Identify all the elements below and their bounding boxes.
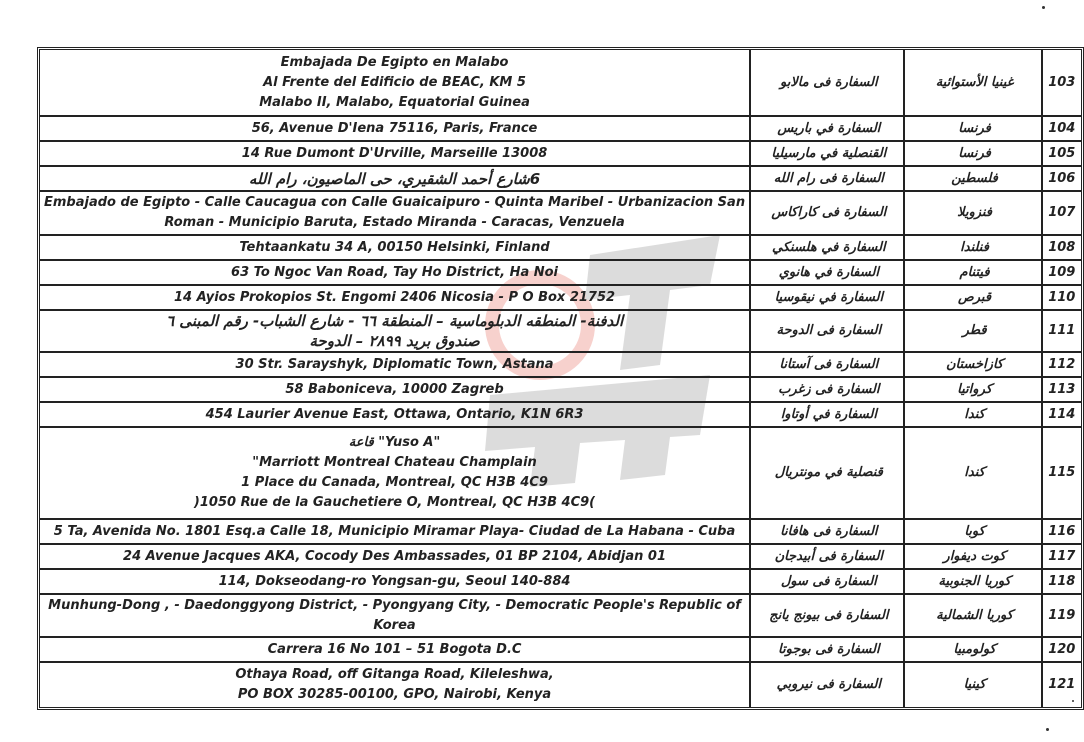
- address-cell: [40, 286, 751, 311]
- address-cell: [40, 142, 751, 167]
- mission-cell: السفارة فى زغرب: [751, 378, 904, 403]
- country-cell: كوريا الجنوبية: [905, 570, 1043, 595]
- address-line: Carrera 16 No 101 – 51 Bogota D.C: [267, 641, 522, 657]
- address-cell: [40, 570, 751, 595]
- table-row: [40, 378, 1081, 403]
- table-row: [40, 663, 1081, 707]
- table-row: [40, 595, 1081, 638]
- scan-speck: [1046, 728, 1049, 731]
- address-line: "Marriott Montreal Chateau Champlain: [252, 455, 537, 470]
- mission-cell: السفارة فى نيروبي: [751, 663, 904, 707]
- table-row: [40, 428, 1081, 520]
- row-number: 110: [1043, 286, 1081, 311]
- embassy-table: [37, 47, 1084, 710]
- row-number: 103: [1043, 50, 1081, 117]
- mission-cell: السفارة فى بيونج يانج: [751, 595, 904, 638]
- address-cell: [40, 261, 751, 286]
- country-cell: فنزويلا: [905, 192, 1043, 236]
- address-line: 114, Dokseodang-ro Yongsan-gu, Seoul 140-884: [218, 573, 571, 589]
- country-cell: فنلندا: [905, 236, 1043, 261]
- mission-cell: السفارة في هلسنكي: [751, 236, 904, 261]
- table-row: [40, 545, 1081, 570]
- table-row: [40, 353, 1081, 378]
- row-number: 108: [1043, 236, 1081, 261]
- row-number: 106: [1043, 167, 1081, 192]
- mission-cell: قنصلية في مونتريال: [751, 428, 904, 520]
- address-line: 30 Str. Sarayshyk, Diplomatic Town, Astana: [235, 356, 554, 372]
- row-number: 104: [1043, 117, 1081, 142]
- row-number: 114: [1043, 403, 1081, 428]
- mission-cell: السفارة في هانوي: [751, 261, 904, 286]
- mission-cell: السفارة فى بوجوتا: [751, 638, 904, 663]
- address-cell: [40, 117, 751, 142]
- row-number: 119: [1043, 595, 1081, 638]
- scan-speck: [1042, 6, 1045, 9]
- mission-cell: السفارة فى هافانا: [751, 520, 904, 545]
- country-cell: كوت ديفوار: [905, 545, 1043, 570]
- address-line: الدفنة- المنطقه الدبلوماسية – المنطقة ٦٦ - شارع الشباب- رقم المبنى ٦: [165, 312, 624, 330]
- address-line: 1 Place du Canada, Montreal, QC H3B 4C9: [241, 475, 548, 490]
- country-cell: فلسطين: [905, 167, 1043, 192]
- address-line: 58 Baboniceva, 10000 Zagreb: [285, 381, 504, 397]
- country-cell: كازاخستان: [905, 353, 1043, 378]
- table-row: [40, 570, 1081, 595]
- row-number: 107: [1043, 192, 1081, 236]
- mission-cell: السفارة فى مالابو: [751, 50, 904, 117]
- country-cell: كولومبيا: [905, 638, 1043, 663]
- address-line: Malabo II, Malabo, Equatorial Guinea: [259, 94, 530, 110]
- address-cell: [40, 663, 751, 707]
- row-number: 116: [1043, 520, 1081, 545]
- address-cell: [40, 236, 751, 261]
- table-row: [40, 167, 1081, 192]
- address-line: Munhung-Dong , - Daedonggyong District, - Pyongyang City, - Democratic People's Republic of: [48, 597, 741, 613]
- table-row: [40, 403, 1081, 428]
- address-cell: [40, 520, 751, 545]
- row-number: 113: [1043, 378, 1081, 403]
- country-cell: كندا: [905, 403, 1043, 428]
- country-cell: قطر: [905, 311, 1043, 353]
- address-line: Roman - Municipio Baruta, Estado Miranda - Caracas, Venzuela: [164, 215, 625, 230]
- address-line: Embajada De Egipto en Malabo: [280, 54, 509, 70]
- mission-cell: السفارة فى كاراكاس: [751, 192, 904, 236]
- mission-cell: السفارة فى سول: [751, 570, 904, 595]
- row-number: 111: [1043, 311, 1081, 353]
- mission-cell: السفارة في نيقوسيا: [751, 286, 904, 311]
- address-line: 14 Rue Dumont D'Urville, Marseille 13008: [241, 145, 548, 161]
- address-line: 56, Avenue D'Iena 75116, Paris, France: [251, 120, 538, 136]
- country-cell: كندا: [905, 428, 1043, 520]
- table-row: [40, 261, 1081, 286]
- country-cell: فرنسا: [905, 117, 1043, 142]
- mission-cell: السفارة فى الدوحة: [751, 311, 904, 353]
- address-cell: [40, 167, 751, 192]
- address-cell: [40, 545, 751, 570]
- address-line: 5 Ta, Avenida No. 1801 Esq.a Calle 18, Municipio Miramar Playa- Ciudad de La Habana - Cuba: [53, 523, 736, 539]
- mission-cell: السفارة فى أبيدجان: [751, 545, 904, 570]
- table-row: [40, 142, 1081, 167]
- address-line: 6شارع أحمد الشقيري، حى الماصيون، رام الله: [248, 169, 541, 188]
- mission-cell: السفارة في أوتاوا: [751, 403, 904, 428]
- row-number: 120: [1043, 638, 1081, 663]
- address-cell: [40, 192, 751, 236]
- country-cell: كوبا: [905, 520, 1043, 545]
- address-cell: [40, 428, 751, 520]
- address-line: 454 Laurier Avenue East, Ottawa, Ontario, K1N 6R3: [205, 406, 584, 422]
- address-cell: [40, 595, 751, 638]
- address-cell: [40, 403, 751, 428]
- address-line: 14 Ayios Prokopios St. Engomi 2406 Nicosia - P O Box 21752: [174, 289, 616, 305]
- mission-cell: السفارة في باريس: [751, 117, 904, 142]
- address-line: قاعة "Yuso A": [348, 435, 441, 450]
- address-line: Othaya Road, off Gitanga Road, Kileleshwa,: [235, 667, 554, 682]
- address-line: Tehtaankatu 34 A, 00150 Helsinki, Finland: [239, 239, 550, 255]
- country-cell: كينيا: [905, 663, 1043, 707]
- address-line: PO BOX 30285-00100, GPO, Nairobi, Kenya: [237, 687, 552, 702]
- country-cell: فيتنام: [905, 261, 1043, 286]
- address-cell: [40, 50, 751, 117]
- mission-cell: السفارة فى رام الله: [751, 167, 904, 192]
- table-row: [40, 638, 1081, 663]
- mission-cell: السفارة فى آستانا: [751, 353, 904, 378]
- row-number: 121: [1048, 677, 1076, 692]
- row-number: 112: [1043, 353, 1081, 378]
- address-line: 24 Avenue Jacques AKA, Cocody Des Ambassades, 01 BP 2104, Abidjan 01: [123, 548, 667, 564]
- address-cell: [40, 353, 751, 378]
- address-line: 63 To Ngoc Van Road, Tay Ho District, Ha Noi: [231, 264, 559, 280]
- address-line: Embajado de Egipto - Calle Caucagua con Calle Guaicaipuro - Quinta Maribel - Urbanizacion San: [44, 195, 746, 210]
- country-cell: قبرص: [905, 286, 1043, 311]
- address-line: )1050 Rue de la Gauchetiere O, Montreal, QC H3B 4C9(: [193, 495, 596, 510]
- row-number: 117: [1043, 545, 1081, 570]
- table-row: [40, 117, 1081, 142]
- row-number: 109: [1043, 261, 1081, 286]
- address-line: صندوق بريد ٢٨٩٩ – الدوحة: [309, 332, 480, 350]
- country-cell: كرواتيا: [905, 378, 1043, 403]
- address-cell: [40, 311, 751, 353]
- table-row: [40, 520, 1081, 545]
- address-line: Al Frente del Edificio de BEAC, KM 5: [263, 74, 526, 90]
- table-row: [40, 311, 1081, 353]
- country-cell: كوريا الشمالية: [905, 595, 1043, 638]
- table-row: [40, 192, 1081, 236]
- table-row: [40, 286, 1081, 311]
- row-number: 105: [1043, 142, 1081, 167]
- row-number: 118: [1043, 570, 1081, 595]
- address-cell: [40, 638, 751, 663]
- country-cell: غينيا الأستوائية: [905, 50, 1043, 117]
- address-cell: [40, 378, 751, 403]
- address-line: Korea: [373, 617, 416, 633]
- country-cell: فرنسا: [905, 142, 1043, 167]
- row-number: 115: [1043, 428, 1081, 520]
- table-row: [40, 236, 1081, 261]
- mission-cell: القنصلية في مارسيليا: [751, 142, 904, 167]
- table-row: [40, 50, 1081, 117]
